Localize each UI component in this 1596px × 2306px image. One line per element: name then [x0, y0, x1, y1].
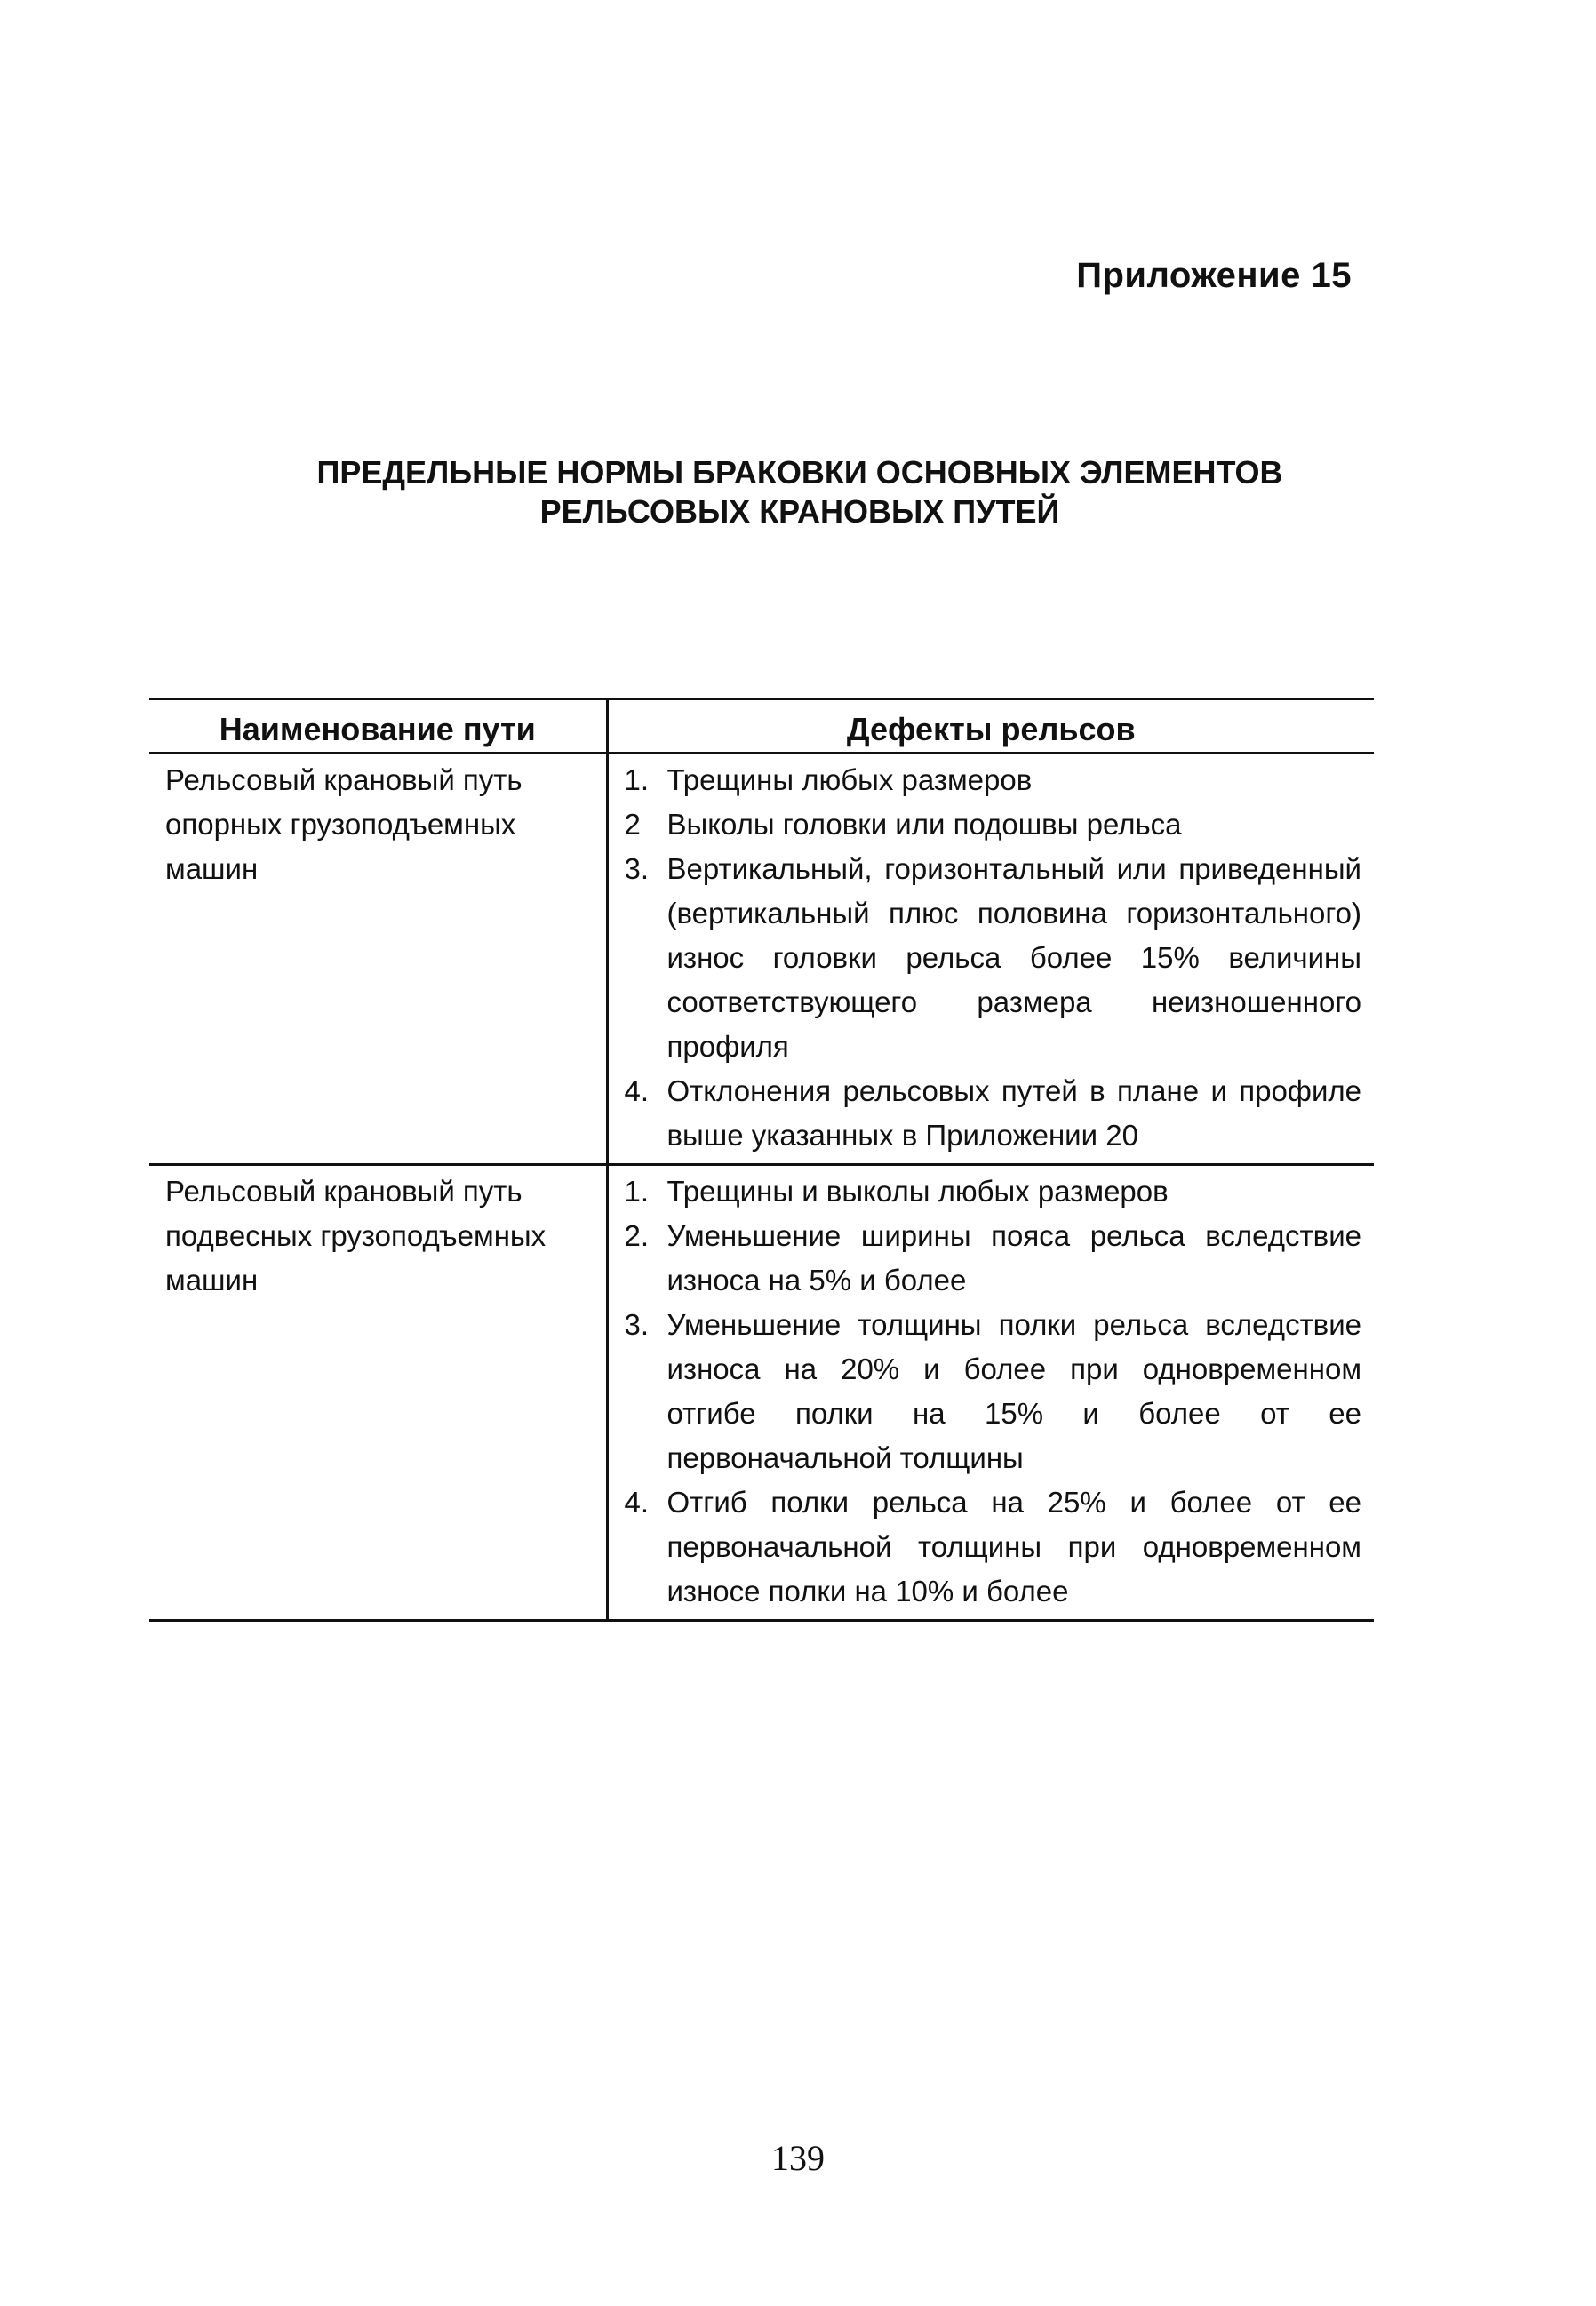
- table-row: [149, 1165, 1374, 1621]
- list-item: [625, 802, 1362, 847]
- item-text: Отклонения рельсовых путей в плане и профиле выше указанных в Приложении 20: [666, 1074, 1361, 1152]
- defects-list: [625, 1169, 1362, 1614]
- list-item: [625, 847, 1362, 1069]
- defects-cell: [607, 754, 1374, 1165]
- item-number: 3.: [624, 1308, 650, 1341]
- list-item: [625, 1069, 1362, 1158]
- header-rail-defects: Дефекты рельсов: [607, 699, 1374, 754]
- item-text: Трещины любых размеров: [666, 763, 1033, 796]
- item-text: Уменьшение толщины полки рельса вследствие износа на 20% и более при одновременном отгибе полки на 15% и более от ее первоначальной толщины: [666, 1308, 1361, 1474]
- defects-cell: [607, 1165, 1374, 1621]
- defects-list: [625, 758, 1362, 1158]
- list-item: [625, 1169, 1362, 1214]
- document-title: [151, 453, 1448, 531]
- table-row: [149, 754, 1374, 1165]
- item-number: 4.: [624, 1074, 650, 1107]
- table-header-row: [149, 699, 1374, 754]
- item-number: 3.: [624, 852, 650, 885]
- item-text: Выколы головки или подошвы рельса: [666, 808, 1182, 841]
- item-text: Трещины и выколы любых размеров: [666, 1175, 1169, 1208]
- list-item: [625, 1480, 1362, 1614]
- item-number: 4.: [624, 1486, 650, 1519]
- item-number: 1.: [624, 1175, 650, 1208]
- item-text: Уменьшение ширины пояса рельса вследствие износа на 5% и более: [666, 1219, 1361, 1297]
- list-item: [625, 758, 1362, 802]
- item-number: 2: [624, 808, 641, 841]
- path-name-cell: Рельсовый крановый путь опорных грузоподъемных машин: [149, 754, 607, 1165]
- item-text: Вертикальный, горизонтальный или приведенный (вертикальный плюс половина горизонтального) износ головки рельса более 15% величины соответствующего размера неизношенного профиля: [666, 852, 1361, 1063]
- title-line-1: ПРЕДЕЛЬНЫЕ НОРМЫ БРАКОВКИ ОСНОВНЫХ ЭЛЕМЕНТОВ: [316, 454, 1283, 491]
- page-number: 139: [771, 2138, 825, 2178]
- item-text: Отгиб полки рельса на 25% и более от ее первоначальной толщины при одновременном износе полки на 10% и более: [666, 1486, 1361, 1608]
- title-line-2: РЕЛЬСОВЫХ КРАНОВЫХ ПУТЕЙ: [539, 493, 1060, 530]
- defects-table: [149, 698, 1374, 1622]
- path-name-cell: Рельсовый крановый путь подвесных грузоподъемных машин: [149, 1165, 607, 1621]
- appendix-label: Приложение 15: [1076, 256, 1352, 295]
- header-path-name: Наименование пути: [149, 699, 607, 754]
- item-number: 1.: [624, 763, 650, 796]
- list-item: [625, 1214, 1362, 1303]
- list-item: [625, 1303, 1362, 1480]
- item-number: 2.: [624, 1219, 650, 1252]
